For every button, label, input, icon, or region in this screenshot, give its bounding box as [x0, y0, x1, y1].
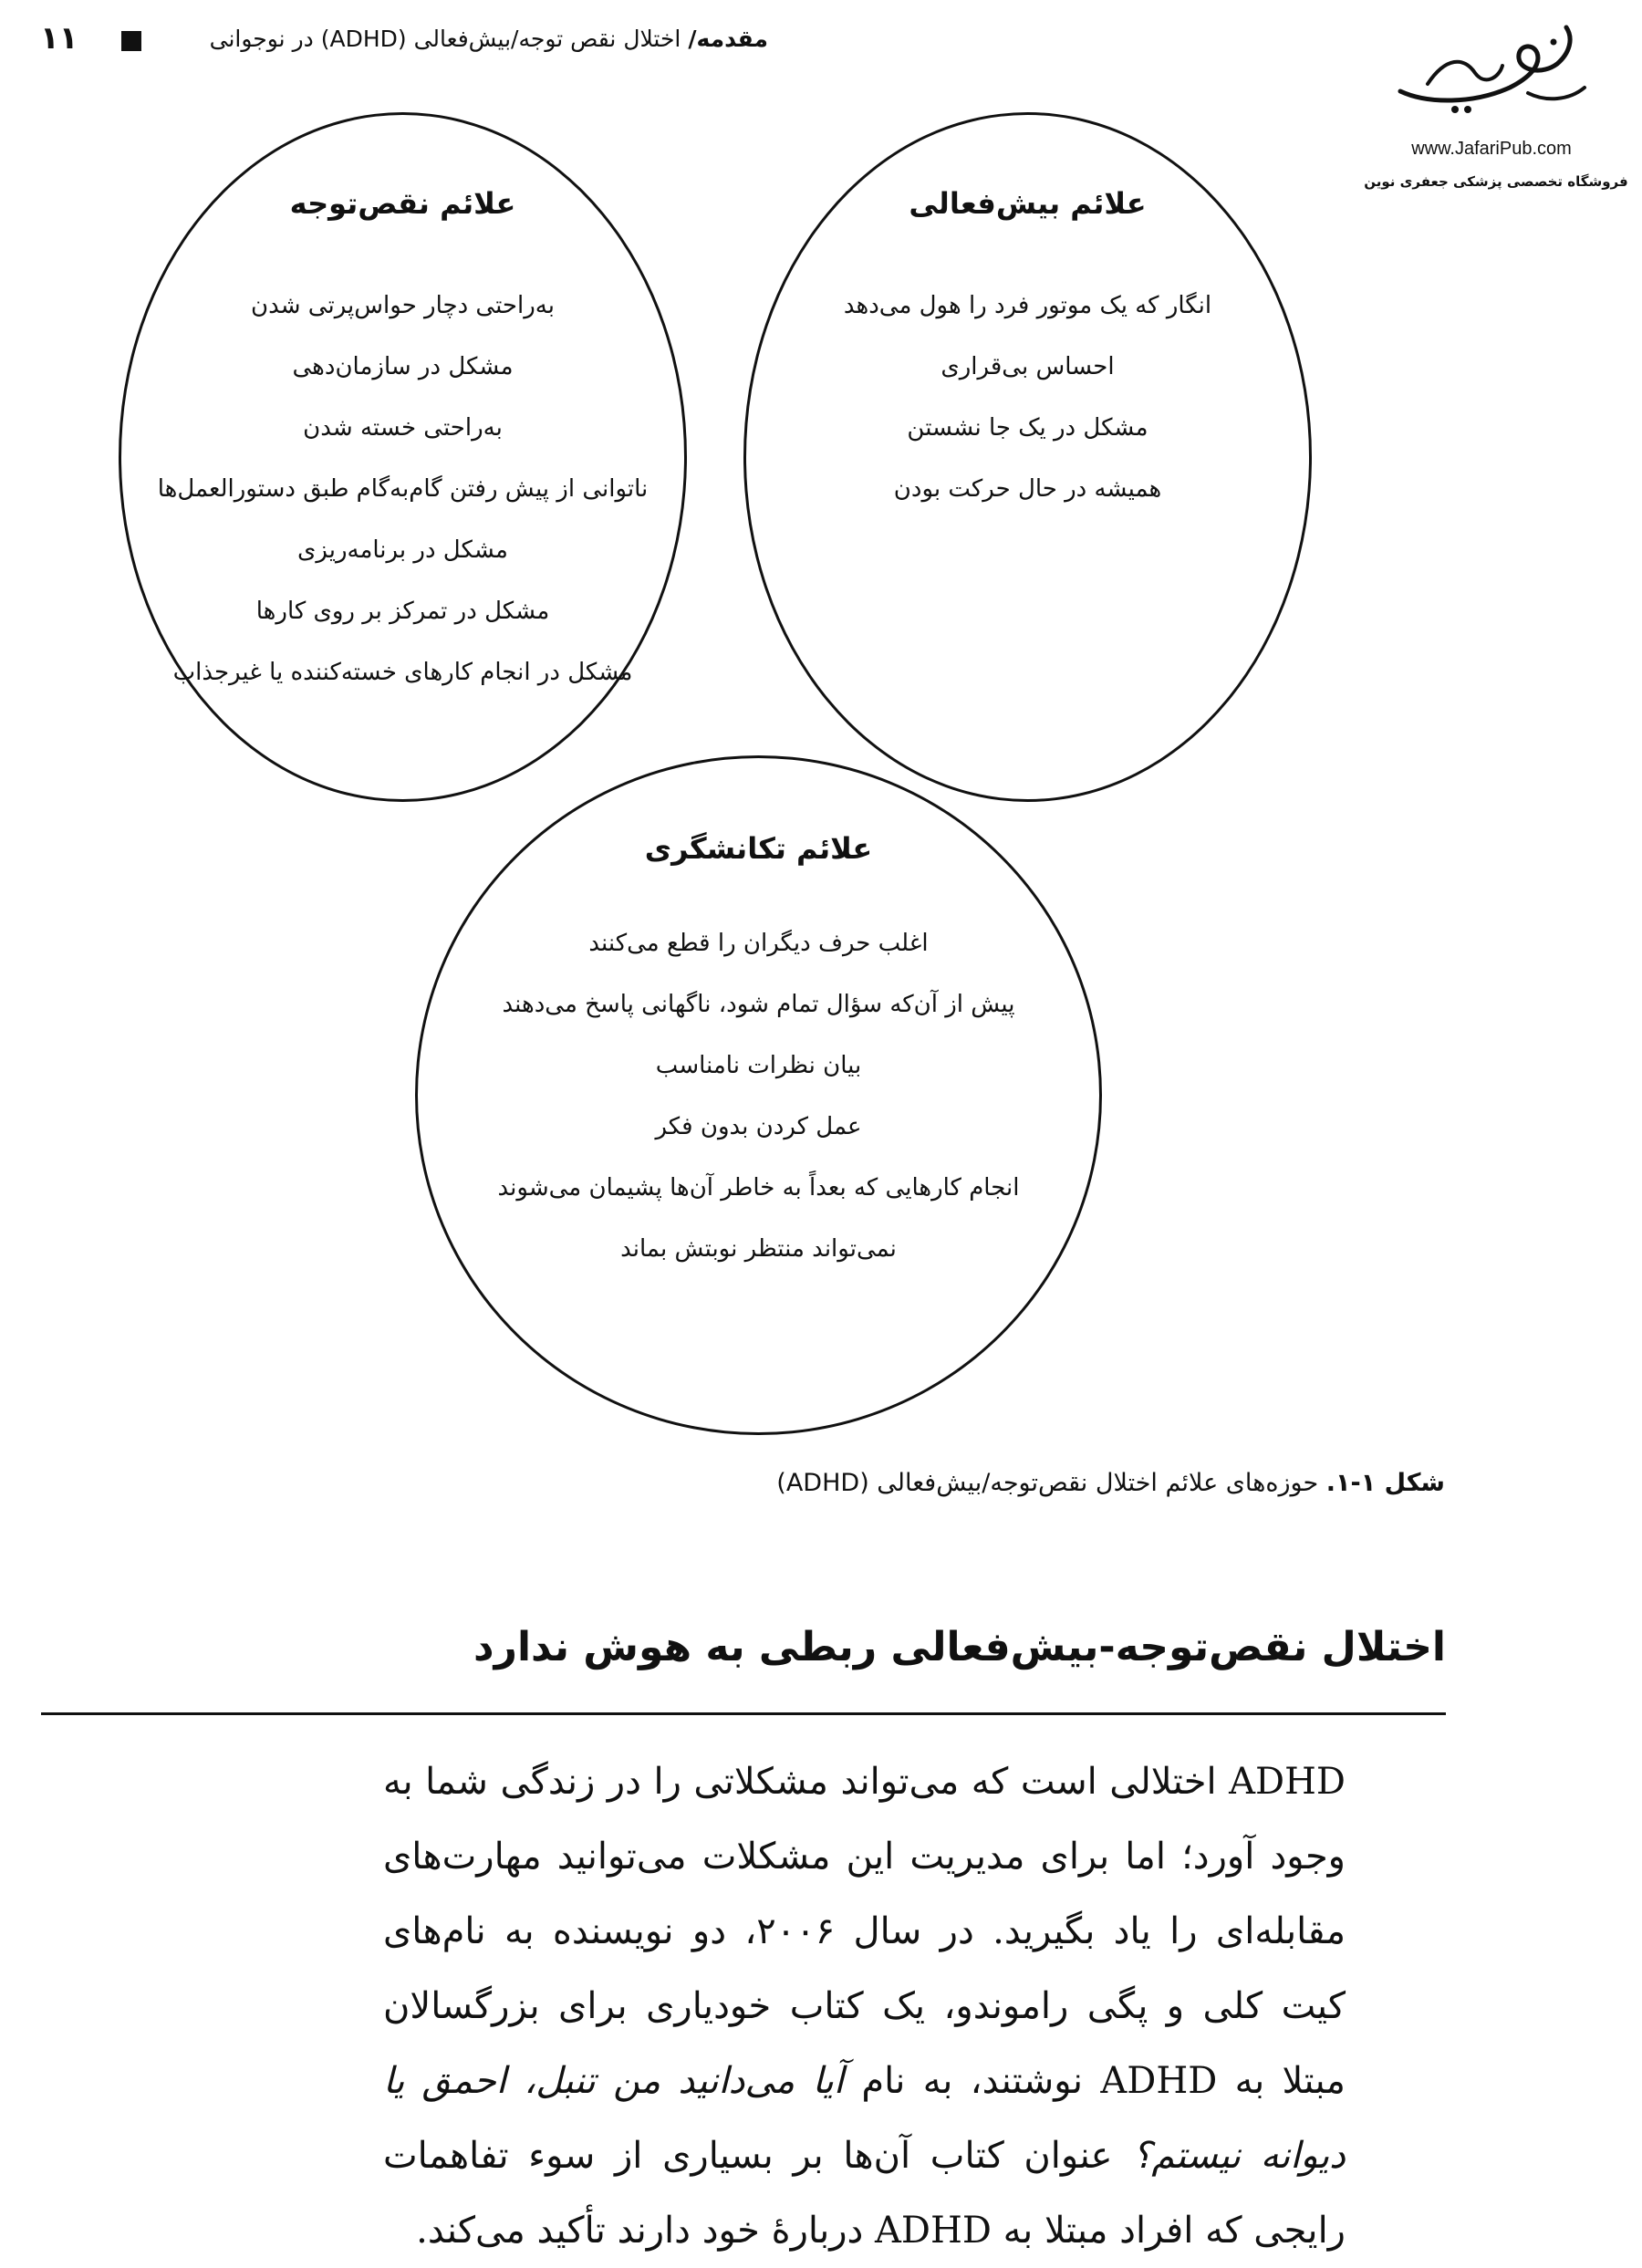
page-number: ۱۱: [40, 20, 78, 57]
list-item: مشکل در سازمان‌دهی: [292, 353, 514, 380]
list-item: اغلب حرف دیگران را قطع می‌کنند: [588, 930, 929, 957]
header-square-marker: [121, 31, 141, 51]
hyperactivity-symptoms-list: [746, 276, 1309, 520]
book-title: آیا می‌دانید من تنبل، احمق یا دیوانه نیستم؟: [383, 2060, 1346, 2177]
paragraph-text-part1: ADHD اختلالی است که می‌تواند مشکلاتی را در زندگی شما به وجود آورد؛ اما برای مدیریت این مشکلات می‌توانید مهارت‌های مقابله‌ای را یاد بگیرید. در سال ۲۰۰۶، دو نویسنده به نام‌های کیت کلی و پگی راموندو، یک کتاب خودیاری برای بزرگسالان مبتلا به ADHD نوشتند، به نام: [383, 1761, 1346, 2102]
list-item: انجام کارهایی که بعداً به خاطر آن‌ها پشیمان می‌شوند: [497, 1174, 1020, 1202]
list-item: به‌راحتی خسته شدن: [303, 414, 503, 442]
list-item: مشکل در تمرکز بر روی کارها: [255, 598, 550, 625]
hyperactivity-symptoms-circle: [743, 112, 1312, 802]
impulsivity-symptoms-circle: [415, 755, 1102, 1435]
running-header-title: اختلال نقص توجه/بیش‌فعالی (ADHD) در نوجوانی: [209, 26, 689, 52]
figure-caption: [776, 1469, 1445, 1497]
running-header: [210, 26, 768, 52]
running-header-section: مقدمه/: [688, 26, 768, 52]
logo-url[interactable]: www.JafariPub.com: [1411, 139, 1572, 159]
calligraphy-logo-icon: [1391, 20, 1592, 120]
impulsivity-symptoms-list: [418, 913, 1099, 1280]
attention-symptoms-circle: [119, 112, 687, 802]
list-item: انگار که یک موتور فرد را هول می‌دهد: [843, 292, 1212, 319]
list-item: ناتوانی از پیش رفتن گام‌به‌گام طبق دستورالعمل‌ها: [157, 475, 649, 503]
figure-caption-text: حوزه‌های علائم اختلال نقص‌توجه/بیش‌فعالی (ADHD): [776, 1469, 1326, 1497]
section-heading: اختلال نقص‌توجه-بیش‌فعالی ربطی به هوش ندارد: [473, 1624, 1446, 1670]
list-item: مشکل در انجام کارهای خسته‌کننده یا غیرجذاب: [172, 659, 633, 686]
list-item: به‌راحتی دچار حواس‌پرتی شدن: [251, 292, 555, 319]
list-item: عمل کردن بدون فکر: [655, 1113, 862, 1140]
attention-symptoms-title: علائم نقص‌توجه: [289, 186, 516, 221]
list-item: همیشه در حال حرکت بودن: [893, 475, 1162, 503]
list-item: نمی‌تواند منتظر نوبتش بماند: [620, 1235, 897, 1263]
impulsivity-symptoms-title: علائم تکانشگری: [644, 831, 873, 866]
list-item: مشکل در یک جا نشستن: [907, 414, 1148, 442]
list-item: پیش از آن‌که سؤال تمام شود، ناگهانی پاسخ می‌دهند: [502, 991, 1015, 1018]
attention-symptoms-list: [121, 276, 684, 703]
logo-shop-name: فروشگاه تخصصی پزشکی جعفری نوین: [1364, 173, 1628, 190]
hyperactivity-symptoms-title: علائم بیش‌فعالی: [909, 186, 1147, 221]
paragraph-text-part2: عنوان کتاب آن‌ها بر بسیاری از سوء تفاهمات رایجی که افراد مبتلا به ADHD دربارهٔ خود دارند تأکید می‌کند.: [383, 2135, 1346, 2252]
list-item: احساس بی‌قراری: [941, 353, 1115, 380]
list-item: بیان نظرات نامناسب: [655, 1052, 862, 1079]
section-divider: [41, 1712, 1446, 1715]
figure-caption-label: شکل ۱-۱.: [1325, 1469, 1445, 1497]
list-item: مشکل در برنامه‌ریزی: [297, 536, 508, 564]
body-paragraph: [383, 1744, 1346, 2268]
publisher-logo[interactable]: [1364, 20, 1633, 190]
